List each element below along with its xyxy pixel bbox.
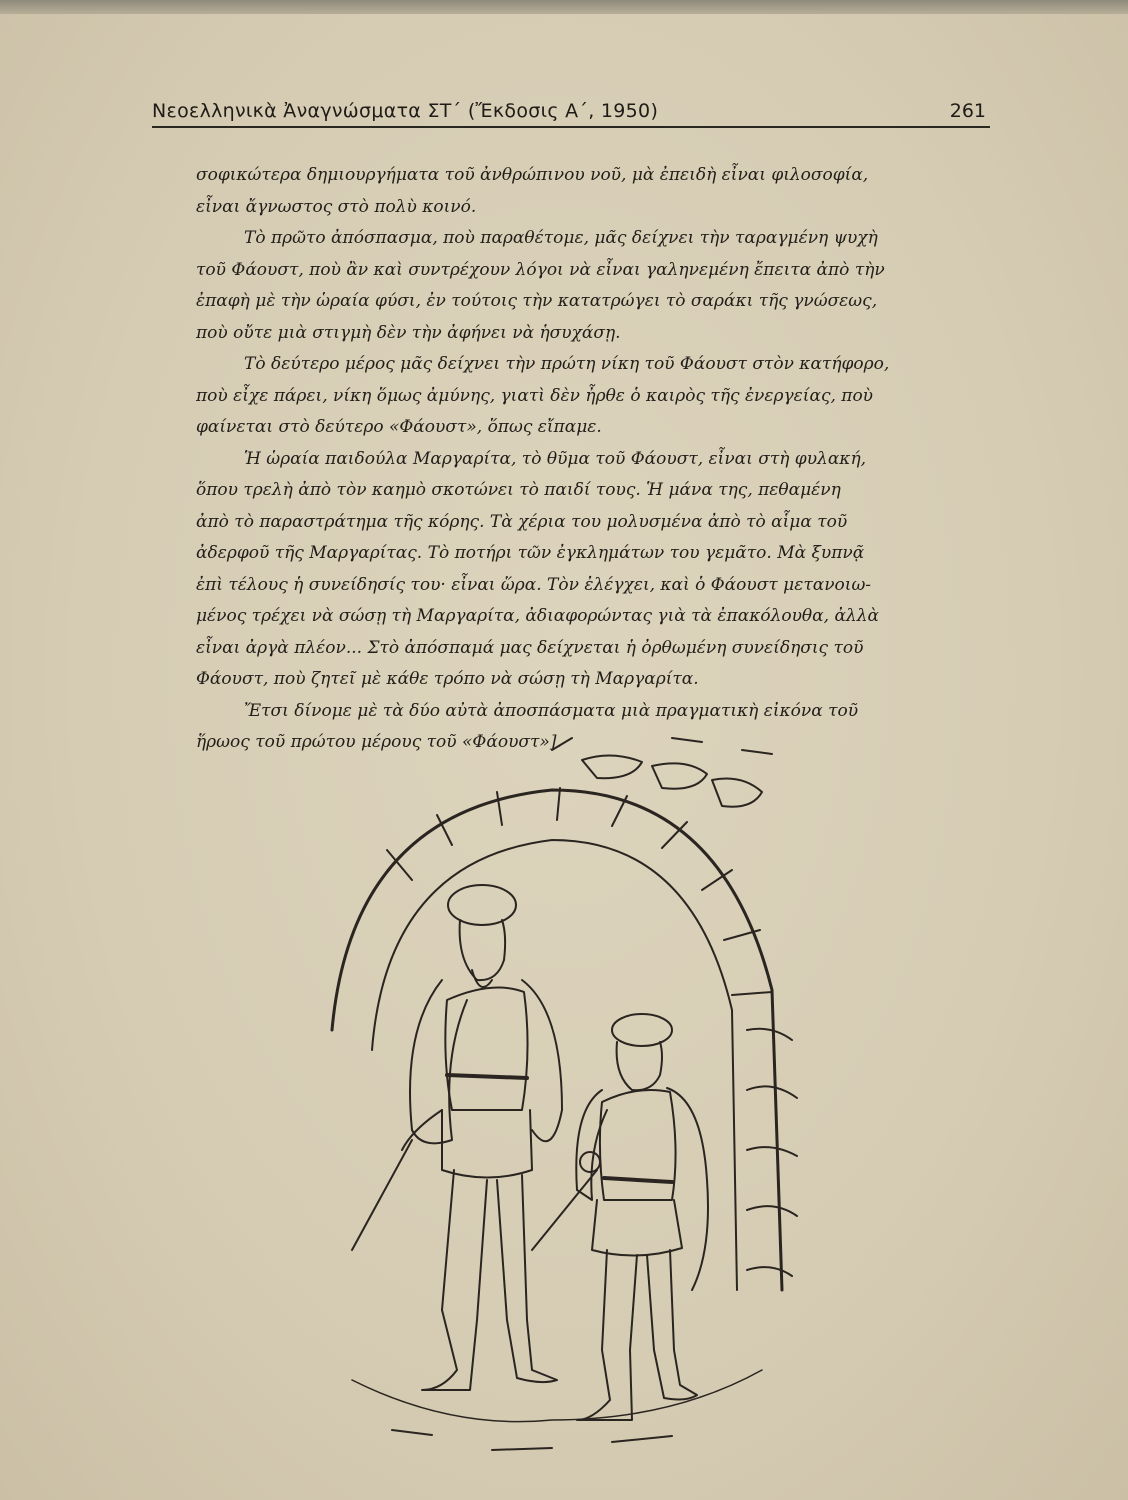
- text-line: Τὸ πρῶτο ἀπόσπασμα, ποὺ παραθέτομε, μᾶς δείχνει τὴν ταραγμένη ψυχὴ: [244, 228, 878, 248]
- text-line: φαίνεται στὸ δεύτερο «Φάουστ», ὅπως εἴπαμε.: [196, 417, 602, 437]
- text-line: Φάουστ, ποὺ ζητεῖ μὲ κάθε τρόπο νὰ σώσῃ τὴ Μαργαρίτα.: [196, 669, 699, 689]
- text-line: ἐπαφὴ μὲ τὴν ὡραία φύσι, ἐν τούτοις τὴν κατατρώγει τὸ σαράκι τῆς γνώσεως,: [196, 291, 878, 311]
- faust-illustration: [292, 730, 812, 1490]
- text-line: εἶναι ἀργὰ πλέον... Στὸ ἀπόσπαμά μας δείχνεται ἡ ὀρθωμένη συνείδησις τοῦ: [196, 637, 864, 658]
- text-line: ποὺ εἶχε πάρει, νίκη ὅμως ἀμύνης, γιατὶ δὲν ἦρθε ὁ καιρὸς τῆς ἐνεργείας, ποὺ: [196, 385, 874, 406]
- text-line: Ἔτσι δίνομε μὲ τὰ δύο αὐτὰ ἀποσπάσματα μιὰ πραγματικὴ εἰκόνα τοῦ: [244, 700, 859, 721]
- header-title: Νεοελληνικὰ Ἀναγνώσματα ΣΤ΄ (Ἔκδοσις Α΄, 1950): [152, 100, 659, 122]
- text-line: μένος τρέχει νὰ σώσῃ τὴ Μαργαρίτα, ἀδιαφορώντας γιὰ τὰ ἐπακόλουθα, ἀλλὰ: [196, 606, 879, 626]
- running-header: [152, 100, 990, 128]
- page-top-edge: [0, 0, 1128, 14]
- page-number: 261: [949, 100, 986, 122]
- text-line: ποὺ οὔτε μιὰ στιγμὴ δὲν τὴν ἀφήνει νὰ ἡσυχάσῃ.: [196, 322, 621, 343]
- text-line: εἶναι ἄγνωστος στὸ πολὺ κοινό.: [196, 196, 477, 217]
- text-line: Τὸ δεύτερο μέρος μᾶς δείχνει τὴν πρώτη νίκη τοῦ Φάουστ στὸν κατήφορο,: [244, 354, 890, 374]
- text-line: Ἡ ὡραία παιδούλα Μαργαρίτα, τὸ θῦμα τοῦ Φάουστ, εἶναι στὴ φυλακή,: [244, 448, 867, 469]
- text-line: ἥρωος τοῦ πρώτου μέρους τοῦ «Φάουστ»].: [196, 732, 562, 752]
- text-line: σοφικώτερα δημιουργήματα τοῦ ἀνθρώπινου νοῦ, μὰ ἐπειδὴ εἶναι φιλοσοφία,: [196, 165, 869, 185]
- text-line: ἀπὸ τὸ παραστράτημα τῆς κόρης. Τὰ χέρια του μολυσμένα ἀπὸ τὸ αἷμα τοῦ: [196, 511, 848, 532]
- faust-figure: [352, 885, 562, 1390]
- companion-figure: [532, 1014, 708, 1420]
- body-text: [196, 160, 996, 759]
- text-line: ὅπου τρελὴ ἀπὸ τὸν καημὸ σκοτώνει τὸ παιδί τους. Ἡ μάνα της, πεθαμένη: [196, 480, 841, 500]
- text-line: ἐπὶ τέλους ἡ συνείδησίς του· εἶναι ὥρα. Τὸν ἐλέγχει, καὶ ὁ Φάουστ μετανοιω-: [196, 574, 872, 595]
- text-line: ἀδερφοῦ τῆς Μαργαρίτας. Τὸ ποτήρι τῶν ἐγκλημάτων του γεμᾶτο. Μὰ ξυπνᾷ: [196, 543, 865, 563]
- text-line: τοῦ Φάουστ, ποὺ ἂν καὶ συντρέχουν λόγοι νὰ εἶναι γαληνεμένη ἔπειτα ἀπὸ τὴν: [196, 259, 885, 280]
